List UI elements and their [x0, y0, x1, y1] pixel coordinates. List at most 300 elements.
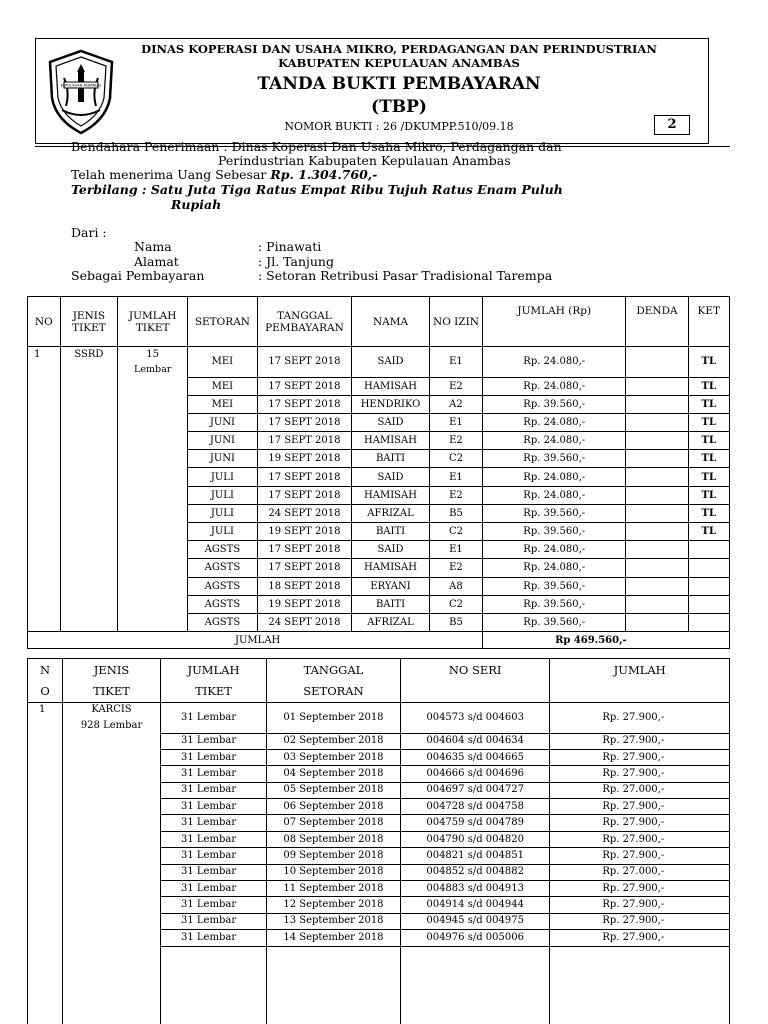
jumlah-cell: Rp. 27.900,-	[550, 881, 730, 897]
tanggal-cell: 17 SEPT 2018	[257, 432, 351, 450]
jumlah-cell: Rp. 27.900,-	[550, 897, 730, 913]
document-subtitle: (TBP)	[371, 97, 427, 117]
jumlah-cell: Rp. 27.900,-	[550, 815, 730, 831]
empty-cell	[60, 450, 118, 468]
table-row	[28, 432, 730, 450]
denda-cell	[626, 577, 688, 595]
empty-cell	[60, 613, 118, 631]
header-cell: TANGGAL SETORAN	[266, 659, 400, 703]
seri-cell: 004976 s/d 005006	[400, 930, 549, 946]
tanggal-cell: 17 SEPT 2018	[257, 559, 351, 577]
seri-cell: 004728 s/d 004758	[400, 799, 549, 815]
table-row	[28, 577, 730, 595]
empty-cell	[28, 831, 63, 847]
izin-cell: A8	[429, 577, 482, 595]
header-cell: KET	[688, 297, 729, 347]
tanggal-cell: 09 September 2018	[266, 848, 400, 864]
empty-cell	[28, 413, 61, 431]
ticket-table	[27, 658, 730, 1024]
ket-cell	[688, 541, 729, 559]
regency-name: KABUPATEN KEPULAUAN ANAMBAS	[278, 56, 520, 70]
ket-cell: TL	[688, 413, 729, 431]
seri-cell: 004573 s/d 004603	[400, 703, 549, 734]
table-row	[28, 733, 730, 749]
ticket-count-value: 15	[146, 349, 160, 360]
ket-cell: TL	[688, 395, 729, 413]
empty-cell	[28, 913, 63, 929]
amount-label: Telah menerima Uang Sebesar	[71, 167, 267, 182]
denda-cell	[626, 523, 688, 541]
table-row	[28, 766, 730, 782]
jumlah-cell: Rp. 24.080,-	[483, 486, 626, 504]
empty-cell	[63, 881, 161, 897]
seri-cell: 004914 s/d 004944	[400, 897, 549, 913]
table-row	[28, 864, 730, 880]
jumlah-cell: Rp. 24.080,-	[483, 541, 626, 559]
empty-cell	[60, 413, 118, 431]
empty-cell	[60, 432, 118, 450]
denda-cell	[626, 347, 688, 378]
empty-cell	[118, 468, 188, 486]
lembar-cell: 31 Lembar	[161, 913, 267, 929]
nama-cell: BAITI	[352, 450, 430, 468]
jumlah-cell: Rp. 27.000,-	[550, 864, 730, 880]
table-row	[28, 930, 730, 946]
tanggal-cell: 17 SEPT 2018	[257, 347, 351, 378]
empty-cell	[63, 930, 161, 946]
empty-cell	[118, 595, 188, 613]
alamat-label: Alamat	[134, 254, 179, 269]
ket-cell: TL	[688, 468, 729, 486]
empty-cell	[63, 831, 161, 847]
jumlah-cell: Rp. 27.900,-	[550, 913, 730, 929]
jumlah-cell: Rp. 27.900,-	[550, 703, 730, 734]
izin-cell: C2	[429, 523, 482, 541]
pembayaran-label: Sebagai Pembayaran	[71, 268, 205, 283]
setoran-cell: AGSTS	[188, 559, 258, 577]
nama-cell: HAMISAH	[352, 432, 430, 450]
empty-cell	[63, 749, 161, 765]
page-number-box: 2	[654, 115, 690, 135]
seri-cell: 004697 s/d 004727	[400, 782, 549, 798]
nama-cell: SAID	[352, 413, 430, 431]
header-cell: JUMLAH	[550, 659, 730, 703]
table-row	[28, 613, 730, 631]
tanggal-cell: 19 SEPT 2018	[257, 595, 351, 613]
empty-cell	[28, 749, 63, 765]
ket-cell	[688, 613, 729, 631]
table-row	[28, 541, 730, 559]
table-row	[28, 815, 730, 831]
table-row	[28, 703, 730, 734]
table-row	[28, 782, 730, 798]
empty-cell	[400, 946, 549, 1024]
empty-cell	[63, 733, 161, 749]
header-cell: JUMLAH (Rp)	[483, 297, 626, 347]
izin-cell: A2	[429, 395, 482, 413]
dari-label: Dari :	[71, 225, 107, 240]
tanggal-cell: 17 SEPT 2018	[257, 541, 351, 559]
table-row	[28, 897, 730, 913]
izin-cell: E1	[429, 413, 482, 431]
denda-cell	[626, 541, 688, 559]
tanggal-cell: 17 SEPT 2018	[257, 486, 351, 504]
empty-cell	[63, 766, 161, 782]
tanggal-cell: 17 SEPT 2018	[257, 395, 351, 413]
tanggal-cell: 12 September 2018	[266, 897, 400, 913]
empty-cell	[118, 377, 188, 395]
empty-cell	[60, 486, 118, 504]
empty-cell	[118, 559, 188, 577]
setoran-cell: JULI	[188, 486, 258, 504]
denda-cell	[626, 432, 688, 450]
empty-cell	[28, 897, 63, 913]
jumlah-cell: Rp. 24.080,-	[483, 559, 626, 577]
seri-cell: 004666 s/d 004696	[400, 766, 549, 782]
jumlah-cell: Rp. 39.560,-	[483, 504, 626, 522]
table-row	[28, 799, 730, 815]
seri-cell: 004759 s/d 004789	[400, 815, 549, 831]
empty-cell	[28, 486, 61, 504]
jumlah-cell: Rp. 27.900,-	[550, 749, 730, 765]
empty-cell	[60, 595, 118, 613]
empty-cell	[161, 946, 267, 1024]
seri-cell: 004852 s/d 004882	[400, 864, 549, 880]
empty-cell	[63, 913, 161, 929]
empty-cell	[266, 946, 400, 1024]
alamat-value: : Jl. Tanjung	[258, 254, 334, 269]
empty-cell	[118, 504, 188, 522]
lembar-cell: 31 Lembar	[161, 733, 267, 749]
nama-cell: ERYANI	[352, 577, 430, 595]
lembar-cell: 31 Lembar	[161, 815, 267, 831]
empty-cell	[60, 577, 118, 595]
empty-cell	[28, 799, 63, 815]
izin-cell: E2	[429, 377, 482, 395]
setoran-cell: JULI	[188, 468, 258, 486]
header-cell: SETORAN	[188, 297, 258, 347]
jumlah-cell: Rp. 24.080,-	[483, 468, 626, 486]
table-row	[28, 831, 730, 847]
ticket-type-count: 928 Lembar	[80, 720, 143, 731]
jumlah-cell: Rp. 39.560,-	[483, 595, 626, 613]
izin-cell: B5	[429, 504, 482, 522]
header-cell: JENIS TIKET	[60, 297, 118, 347]
jumlah-cell: Rp. 39.560,-	[483, 613, 626, 631]
empty-cell	[60, 377, 118, 395]
setoran-cell: AGSTS	[188, 541, 258, 559]
empty-cell	[118, 395, 188, 413]
empty-cell	[118, 486, 188, 504]
header-cell: TANGGAL PEMBAYARAN	[257, 297, 351, 347]
empty-cell	[60, 523, 118, 541]
bendahara-line2: Perindustrian Kabupaten Kepulauan Anambas	[218, 153, 511, 168]
header-cell: N O	[28, 659, 63, 703]
jumlah-cell: Rp. 39.560,-	[483, 450, 626, 468]
izin-cell: C2	[429, 595, 482, 613]
empty-cell	[28, 577, 61, 595]
amount-value: Rp. 1.304.760,-	[270, 167, 378, 182]
izin-cell: E1	[429, 541, 482, 559]
tanggal-cell: 19 SEPT 2018	[257, 450, 351, 468]
tanggal-cell: 17 SEPT 2018	[257, 468, 351, 486]
ket-cell	[688, 577, 729, 595]
lembar-cell: 31 Lembar	[161, 799, 267, 815]
table1-header-row	[28, 297, 730, 347]
lembar-cell: 31 Lembar	[161, 703, 267, 734]
empty-cell	[28, 766, 63, 782]
empty-cell	[28, 468, 61, 486]
denda-cell	[626, 486, 688, 504]
ticket-type	[63, 703, 161, 734]
nama-cell: AFRIZAL	[352, 613, 430, 631]
empty-cell	[63, 815, 161, 831]
empty-cell	[550, 946, 730, 1024]
table2-header-row	[28, 659, 730, 703]
jumlah-cell: Rp. 27.900,-	[550, 831, 730, 847]
ticket-count	[118, 347, 188, 378]
tanggal-cell: 14 September 2018	[266, 930, 400, 946]
jumlah-cell: Rp. 27.900,-	[550, 848, 730, 864]
izin-cell: E2	[429, 432, 482, 450]
setoran-cell: JUNI	[188, 450, 258, 468]
izin-cell: E1	[429, 347, 482, 378]
header-cell: JUMLAH TIKET	[161, 659, 267, 703]
tanggal-cell: 13 September 2018	[266, 913, 400, 929]
nama-cell: SAID	[352, 468, 430, 486]
tanggal-cell: 24 SEPT 2018	[257, 613, 351, 631]
empty-cell	[63, 946, 161, 1024]
nama-cell: SAID	[352, 541, 430, 559]
tanggal-cell: 11 September 2018	[266, 881, 400, 897]
jumlah-cell: Rp. 27.900,-	[550, 930, 730, 946]
denda-cell	[626, 613, 688, 631]
seri-cell: 004790 s/d 004820	[400, 831, 549, 847]
table-row	[28, 559, 730, 577]
ket-cell: TL	[688, 523, 729, 541]
empty-cell	[63, 848, 161, 864]
jumlah-cell: Rp. 39.560,-	[483, 577, 626, 595]
tanggal-cell: 07 September 2018	[266, 815, 400, 831]
empty-cell	[60, 541, 118, 559]
nama-cell: HAMISAH	[352, 377, 430, 395]
amount-line	[71, 167, 377, 182]
tanggal-cell: 08 September 2018	[266, 831, 400, 847]
empty-cell	[28, 377, 61, 395]
terbilang-line1: Terbilang : Satu Juta Tiga Ratus Empat Ribu Tujuh Ratus Enam Puluh	[71, 182, 563, 197]
jumlah-cell: Rp. 27.900,-	[550, 766, 730, 782]
lembar-cell: 31 Lembar	[161, 766, 267, 782]
nama-cell: AFRIZAL	[352, 504, 430, 522]
ket-cell: TL	[688, 504, 729, 522]
nama-cell: HENDRIKO	[352, 395, 430, 413]
header-cell: DENDA	[626, 297, 688, 347]
jumlah-cell: Rp. 24.080,-	[483, 432, 626, 450]
empty-cell	[28, 613, 61, 631]
nama-cell: HAMISAH	[352, 559, 430, 577]
ket-cell: TL	[688, 450, 729, 468]
document-title: TANDA BUKTI PEMBAYARAN	[257, 74, 541, 94]
table-row	[28, 848, 730, 864]
agency-name: DINAS KOPERASI DAN USAHA MIKRO, PERDAGANGAN DAN PERINDUSTRIAN	[141, 42, 657, 56]
header-cell: NO IZIN	[429, 297, 482, 347]
table-row	[28, 413, 730, 431]
terbilang-line2: Rupiah	[171, 197, 222, 212]
jumlah-cell: Rp. 27.900,-	[550, 799, 730, 815]
denda-cell	[626, 504, 688, 522]
ket-cell: TL	[688, 377, 729, 395]
setoran-cell: AGSTS	[188, 613, 258, 631]
table-row	[28, 913, 730, 929]
tanggal-cell: 05 September 2018	[266, 782, 400, 798]
jumlah-cell: Rp. 24.080,-	[483, 377, 626, 395]
table-row	[28, 450, 730, 468]
bendahara-line1: Bendahara Penerimaan : Dinas Koperasi Dan Usaha Mikro, Perdagangan dan	[71, 139, 562, 154]
empty-cell	[118, 450, 188, 468]
nama-cell: SAID	[352, 347, 430, 378]
seri-cell: 004821 s/d 004851	[400, 848, 549, 864]
empty-cell	[28, 504, 61, 522]
table-row	[28, 881, 730, 897]
izin-cell: E2	[429, 486, 482, 504]
jumlah-cell: Rp. 39.560,-	[483, 523, 626, 541]
setoran-cell: JUNI	[188, 413, 258, 431]
empty-cell	[28, 595, 61, 613]
header-cell: NAMA	[352, 297, 430, 347]
logo-text: KEPULAUAN ANAMBAS	[60, 83, 102, 88]
header-cell: JUMLAH TIKET	[118, 297, 188, 347]
empty-cell	[63, 864, 161, 880]
table-row	[28, 468, 730, 486]
pembayaran-value: : Setoran Retribusi Pasar Tradisional Tarempa	[258, 268, 553, 283]
seri-cell: 004604 s/d 004634	[400, 733, 549, 749]
ticket-type-name: KARCIS	[91, 704, 132, 715]
tanggal-cell: 19 SEPT 2018	[257, 523, 351, 541]
setoran-cell: JUNI	[188, 432, 258, 450]
empty-cell	[60, 559, 118, 577]
setoran-cell: JULI	[188, 523, 258, 541]
tanggal-cell: 04 September 2018	[266, 766, 400, 782]
empty-cell	[28, 733, 63, 749]
izin-cell: B5	[429, 613, 482, 631]
nama-cell: HAMISAH	[352, 486, 430, 504]
tanggal-cell: 17 SEPT 2018	[257, 413, 351, 431]
ket-cell: TL	[688, 347, 729, 378]
empty-cell	[28, 930, 63, 946]
denda-cell	[626, 413, 688, 431]
filler-row	[28, 946, 730, 1024]
table-row	[28, 749, 730, 765]
denda-cell	[626, 377, 688, 395]
empty-cell	[28, 848, 63, 864]
empty-cell	[28, 881, 63, 897]
receipt-number: NOMOR BUKTI : 26 /DKUMPP.510/09.18	[284, 120, 514, 133]
empty-cell	[60, 395, 118, 413]
jumlah-cell: Rp. 24.080,-	[483, 413, 626, 431]
denda-cell	[626, 395, 688, 413]
lembar-cell: 31 Lembar	[161, 864, 267, 880]
seri-cell: 004635 s/d 004665	[400, 749, 549, 765]
setoran-cell: JULI	[188, 504, 258, 522]
ket-cell: TL	[688, 432, 729, 450]
empty-cell	[28, 815, 63, 831]
denda-cell	[626, 559, 688, 577]
izin-cell: E1	[429, 468, 482, 486]
lembar-cell: 31 Lembar	[161, 881, 267, 897]
empty-cell	[63, 782, 161, 798]
lembar-cell: 31 Lembar	[161, 782, 267, 798]
table-row	[28, 523, 730, 541]
total-label: JUMLAH	[28, 632, 483, 649]
jumlah-cell: Rp. 24.080,-	[483, 347, 626, 378]
empty-cell	[60, 468, 118, 486]
tanggal-cell: 17 SEPT 2018	[257, 377, 351, 395]
tanggal-cell: 06 September 2018	[266, 799, 400, 815]
setoran-cell: MEI	[188, 347, 258, 378]
tanggal-cell: 02 September 2018	[266, 733, 400, 749]
empty-cell	[118, 577, 188, 595]
empty-cell	[28, 523, 61, 541]
table-row	[28, 595, 730, 613]
header-cell: NO SERI	[400, 659, 549, 703]
tanggal-cell: 01 September 2018	[266, 703, 400, 734]
empty-cell	[63, 897, 161, 913]
empty-cell	[28, 946, 63, 1024]
setoran-cell: MEI	[188, 395, 258, 413]
lembar-cell: 31 Lembar	[161, 930, 267, 946]
ket-cell: TL	[688, 486, 729, 504]
empty-cell	[118, 613, 188, 631]
lembar-cell: 31 Lembar	[161, 831, 267, 847]
lembar-cell: 31 Lembar	[161, 897, 267, 913]
nama-value: : Pinawati	[258, 239, 322, 254]
retribution-table	[27, 296, 730, 649]
izin-cell: E2	[429, 559, 482, 577]
table-row	[28, 347, 730, 378]
empty-cell	[28, 432, 61, 450]
ticket-type: SSRD	[60, 347, 118, 378]
empty-cell	[28, 450, 61, 468]
empty-cell	[60, 504, 118, 522]
denda-cell	[626, 450, 688, 468]
jumlah-cell: Rp. 27.900,-	[550, 733, 730, 749]
jumlah-cell: Rp. 27.000,-	[550, 782, 730, 798]
header-cell: NO	[28, 297, 61, 347]
row-no: 1	[28, 347, 61, 378]
empty-cell	[28, 395, 61, 413]
row-no: 1	[28, 703, 63, 734]
nama-cell: BAITI	[352, 523, 430, 541]
denda-cell	[626, 468, 688, 486]
ket-cell	[688, 559, 729, 577]
tanggal-cell: 10 September 2018	[266, 864, 400, 880]
empty-cell	[118, 432, 188, 450]
table-row	[28, 377, 730, 395]
seri-cell: 004945 s/d 004975	[400, 913, 549, 929]
empty-cell	[28, 864, 63, 880]
ket-cell	[688, 595, 729, 613]
empty-cell	[118, 413, 188, 431]
table-row	[28, 395, 730, 413]
tanggal-cell: 18 SEPT 2018	[257, 577, 351, 595]
total-value: Rp 469.560,-	[483, 632, 730, 649]
header-cell: JENIS TIKET	[63, 659, 161, 703]
nama-label: Nama	[134, 239, 172, 254]
tanggal-cell: 03 September 2018	[266, 749, 400, 765]
empty-cell	[28, 559, 61, 577]
setoran-cell: MEI	[188, 377, 258, 395]
izin-cell: C2	[429, 450, 482, 468]
